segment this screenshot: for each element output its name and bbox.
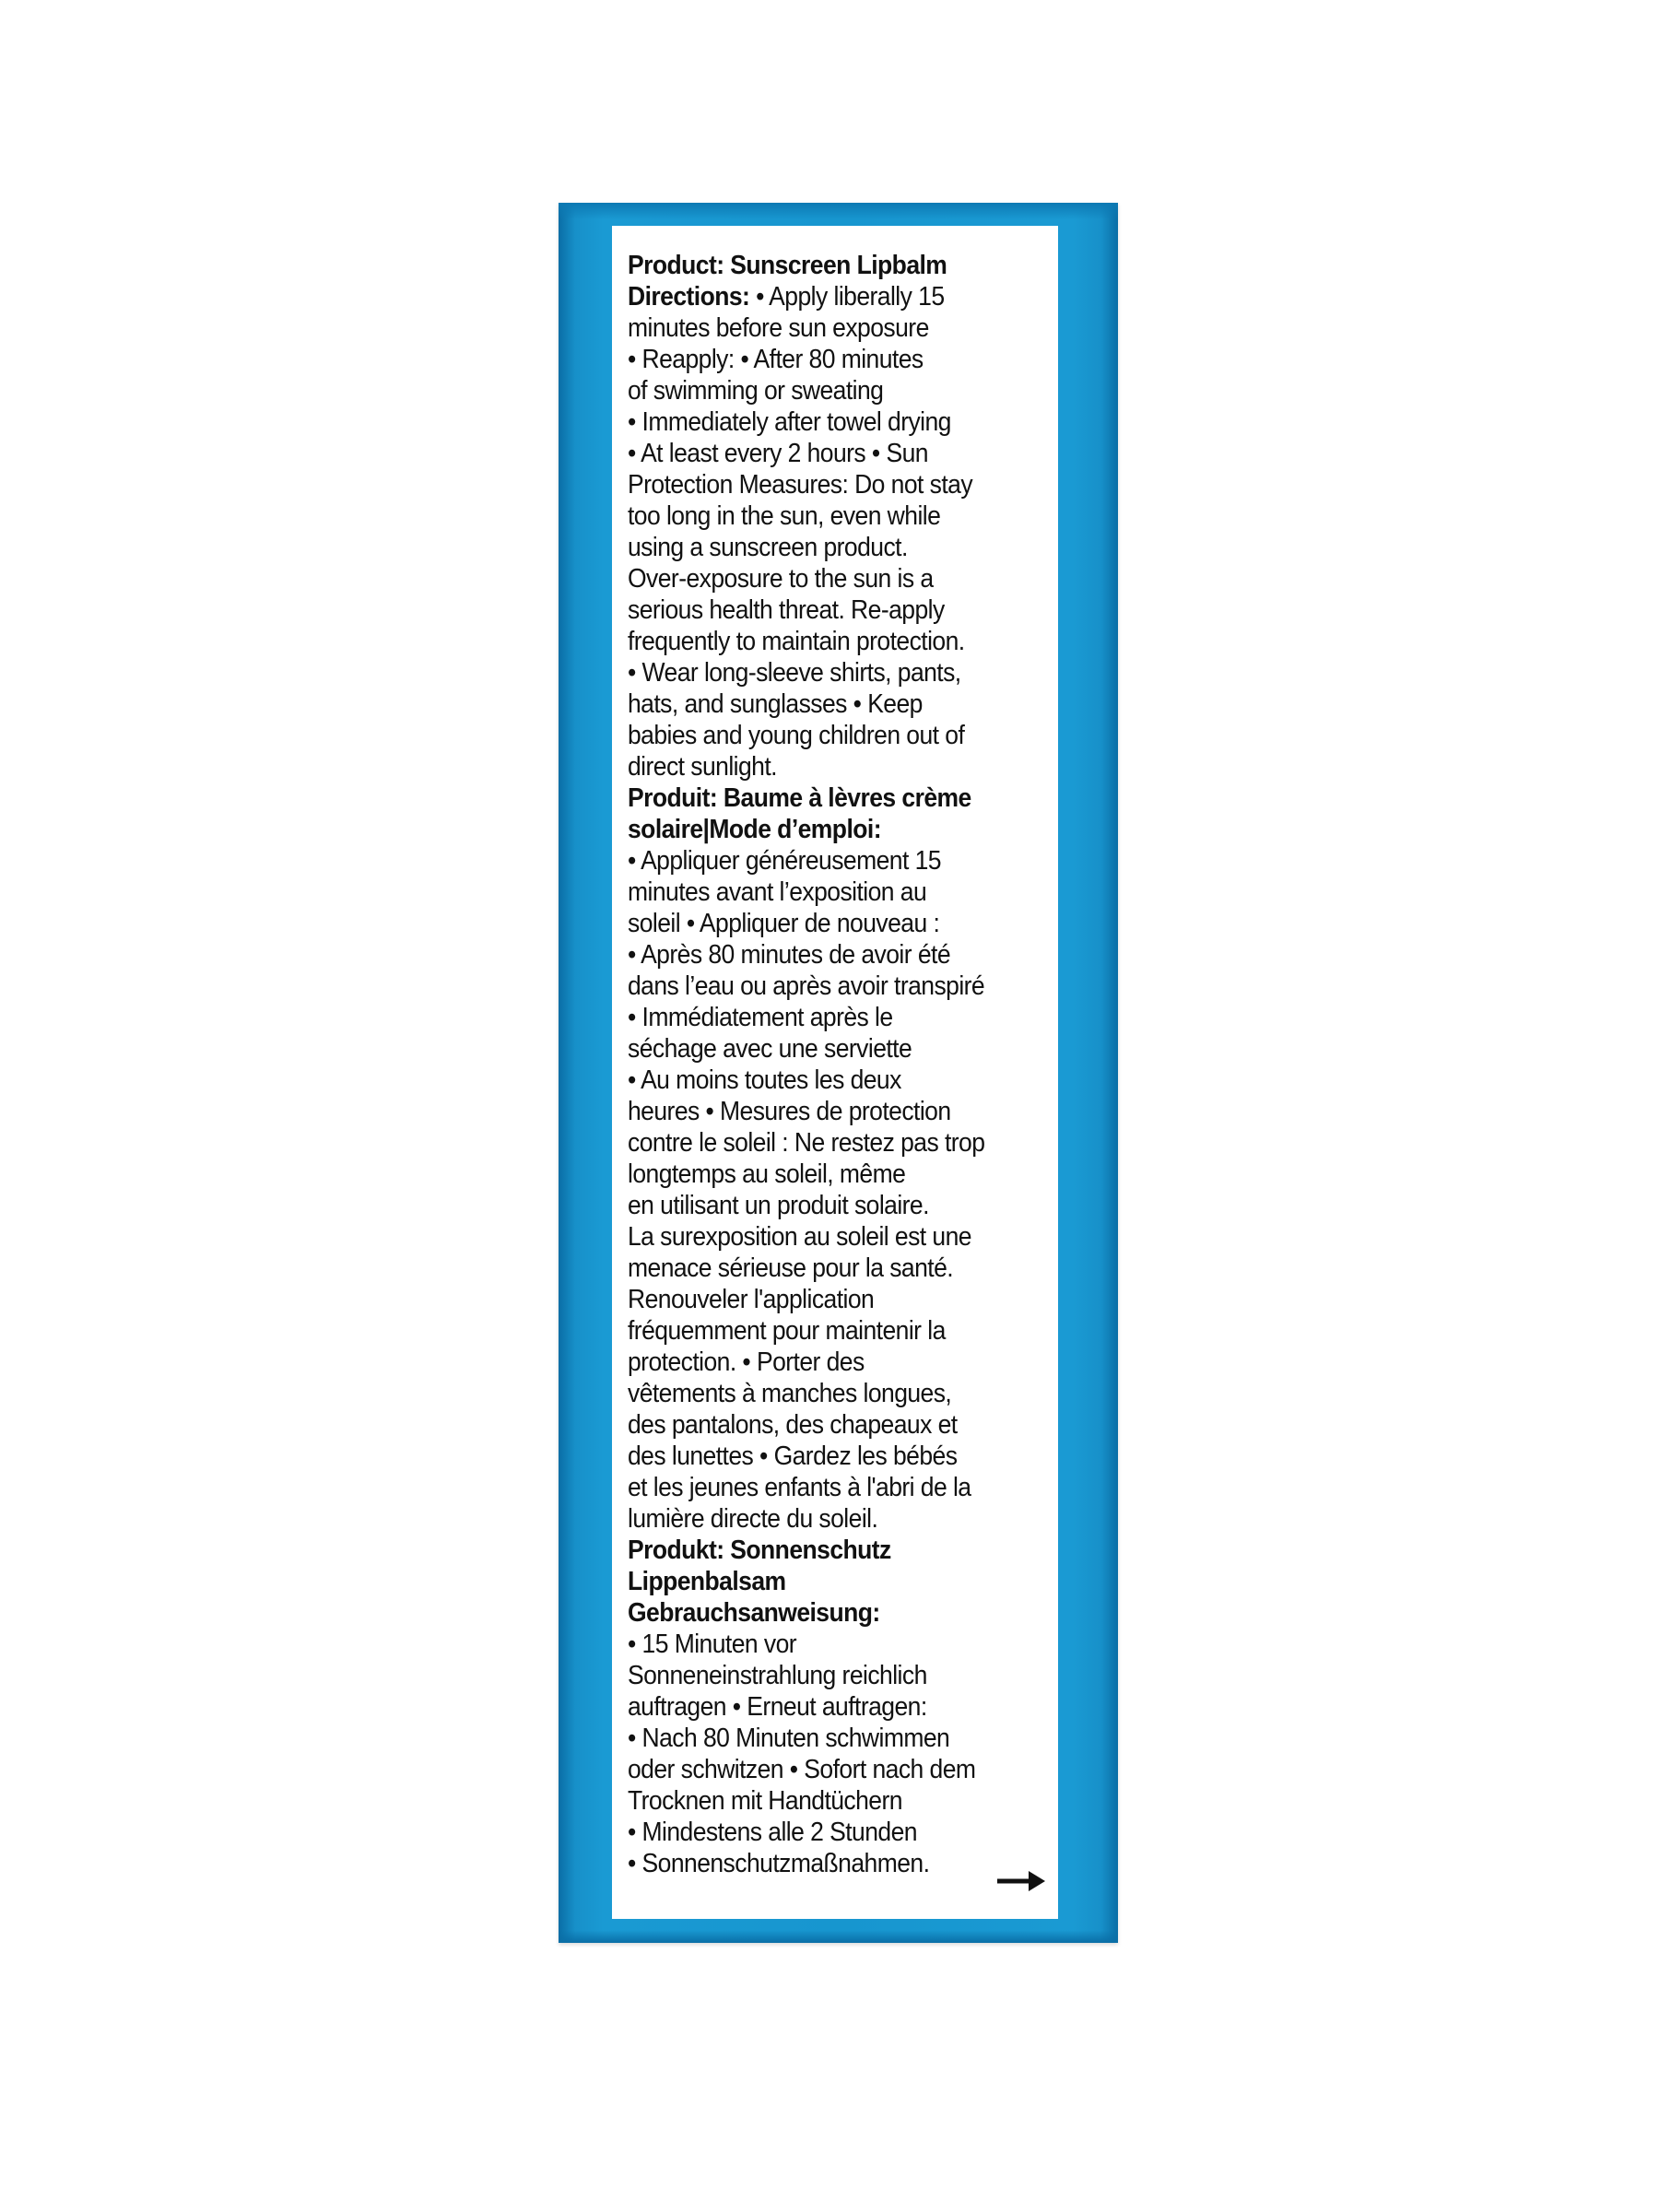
label-line: • Après 80 minutes de avoir été [628, 940, 951, 970]
right-arrow-icon [995, 1867, 1047, 1895]
label-line: Protection Measures: Do not stay [628, 470, 973, 500]
label-line: • Appliquer généreusement 15 [628, 846, 941, 876]
label-line: Renouveler l'application [628, 1285, 875, 1314]
label-line: Gebrauchsanweisung: [628, 1598, 880, 1628]
label-line: lumière directe du soleil. [628, 1504, 878, 1534]
label-line: frequently to maintain protection. [628, 627, 965, 656]
label-line: • Au moins toutes les deux [628, 1065, 901, 1095]
label-line: • 15 Minuten vor [628, 1630, 797, 1659]
label-line: of swimming or sweating [628, 376, 884, 406]
label-line: Produkt: Sonnenschutz [628, 1535, 891, 1565]
product-package [559, 203, 1118, 1943]
label-line: minutes before sun exposure [628, 313, 929, 343]
label-line: solaire|Mode d’emploi: [628, 815, 881, 844]
label-line: hats, and sunglasses • Keep [628, 689, 923, 719]
label-heading: Directions: [628, 282, 750, 312]
label-line: séchage avec une serviette [628, 1034, 912, 1064]
label-line: contre le soleil : Ne restez pas trop [628, 1128, 985, 1158]
label-text-block [628, 250, 1056, 1879]
label-line: minutes avant l’exposition au [628, 877, 927, 907]
label-line: • Mindestens alle 2 Stunden [628, 1818, 917, 1847]
label-line: La surexposition au soleil est une [628, 1222, 971, 1252]
label-line: Produit: Baume à lèvres crème [628, 783, 971, 813]
label-line: des pantalons, des chapeaux et [628, 1410, 958, 1440]
label-line: soleil • Appliquer de nouveau : [628, 909, 940, 938]
label-line: serious health threat. Re-apply [628, 595, 945, 625]
label-line: using a sunscreen product. [628, 533, 908, 562]
label-line: oder schwitzen • Sofort nach dem [628, 1755, 976, 1784]
label-line: en utilisant un produit solaire. [628, 1191, 929, 1220]
label-line: Over-exposure to the sun is a [628, 564, 934, 594]
label-line: • Nach 80 Minuten schwimmen [628, 1724, 950, 1753]
label-line: auftragen • Erneut auftragen: [628, 1692, 927, 1722]
label-line [628, 281, 1056, 312]
label-line: Trocknen mit Handtüchern [628, 1786, 902, 1816]
label-line: protection. • Porter des [628, 1347, 865, 1377]
label-line: • Immediately after towel drying [628, 407, 951, 437]
label-line: et les jeunes enfants à l'abri de la [628, 1473, 971, 1502]
label-line: Sonneneinstrahlung reichlich [628, 1661, 927, 1690]
label-line: fréquemment pour maintenir la [628, 1316, 946, 1346]
label-line: vêtements à manches longues, [628, 1379, 952, 1408]
label-line: • Immédiatement après le [628, 1003, 893, 1032]
label-line: menace sérieuse pour la santé. [628, 1253, 954, 1283]
label-line: des lunettes • Gardez les bébés [628, 1441, 958, 1471]
label-line: • Reapply: • After 80 minutes [628, 345, 924, 374]
label-panel [612, 226, 1058, 1919]
label-line: babies and young children out of [628, 721, 965, 750]
label-line: Lippenbalsam [628, 1567, 786, 1596]
label-line: longtemps au soleil, même [628, 1159, 906, 1189]
label-line: Product: Sunscreen Lipbalm [628, 251, 947, 280]
label-line: direct sunlight. [628, 752, 777, 782]
label-line: • Sonnenschutzmaßnahmen. [628, 1849, 930, 1878]
label-line: • Wear long-sleeve shirts, pants, [628, 658, 961, 688]
label-line-text: • Apply liberally 15 [749, 282, 945, 312]
label-line: heures • Mesures de protection [628, 1097, 951, 1126]
label-line: • At least every 2 hours • Sun [628, 439, 928, 468]
label-line: too long in the sun, even while [628, 501, 941, 531]
label-line: dans l’eau ou après avoir transpiré [628, 971, 985, 1001]
